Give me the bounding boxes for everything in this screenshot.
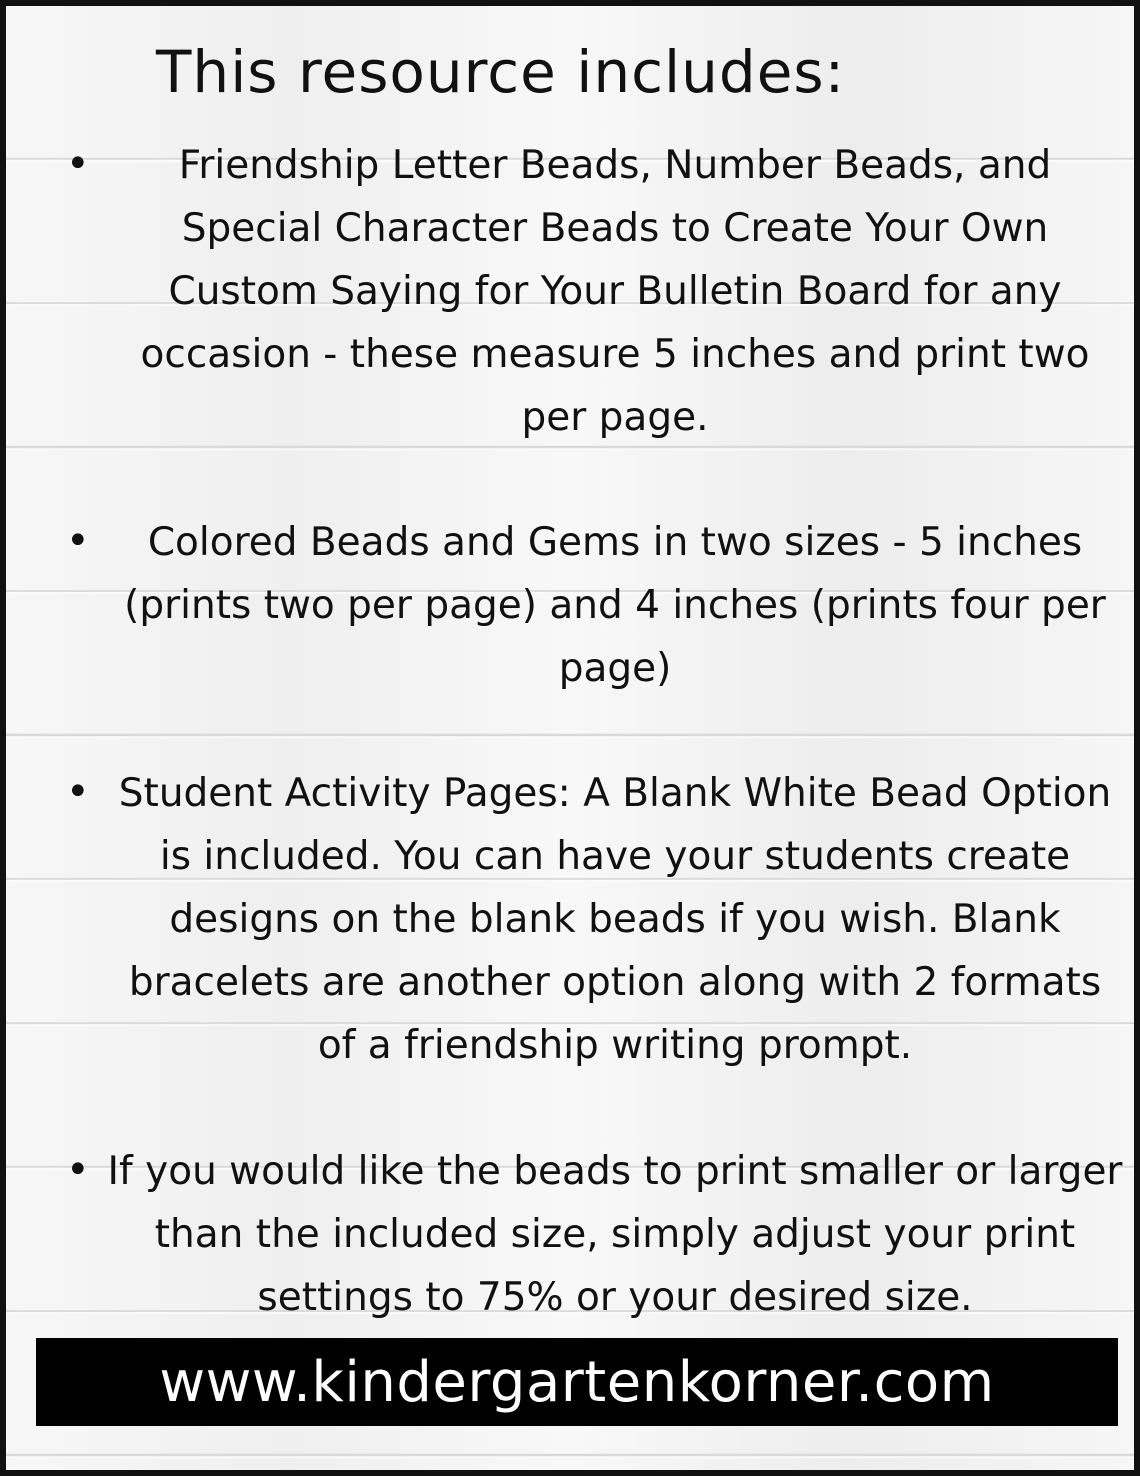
- page-title: This resource includes:: [156, 38, 846, 106]
- list-item-text: Colored Beads and Gems in two sizes - 5 inches (prints two per page) and 4 inches (prints four per page): [124, 520, 1106, 691]
- list-item-text: Friendship Letter Beads, Number Beads, and Special Character Beads to Create Your Own Custom Saying for Your Bulletin Board for any occasion - these measure 5 inches and print two per page.: [140, 143, 1090, 440]
- bullet-icon: •: [66, 1147, 90, 1193]
- bullet-icon: •: [66, 769, 90, 815]
- website-url: www.kindergartenkorner.com: [159, 1349, 995, 1415]
- list-item-text: Student Activity Pages: A Blank White Bead Option is included. You can have your students create designs on the blank beads if you wish. Blank bracelets are another option along with 2 formats of a friendship writing prompt.: [118, 771, 1112, 1068]
- list-item-text: If you would like the beads to print smaller or larger than the included size, simply adjust your print settings to 75% or your desired size.: [107, 1149, 1123, 1320]
- bullet-icon: •: [66, 141, 90, 187]
- footer-banner: [36, 1338, 1118, 1426]
- bullet-icon: •: [66, 518, 90, 564]
